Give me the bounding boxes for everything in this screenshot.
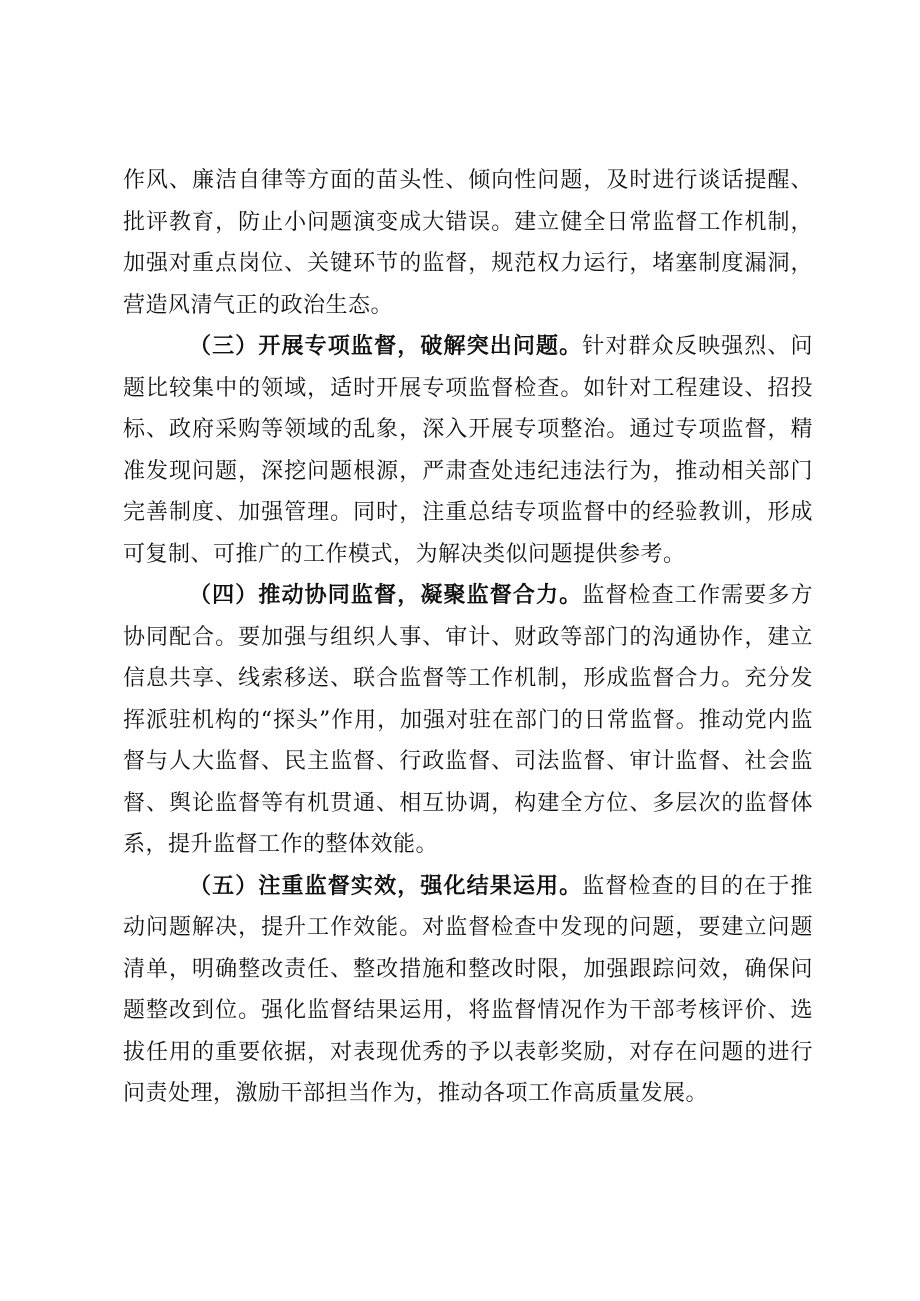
- section-heading: （五）注重监督实效，强化结果运用。: [189, 873, 583, 899]
- paragraph-special-supervision: [123, 326, 813, 575]
- paragraph-supervision-results: [123, 866, 813, 1115]
- section-heading: （三）开展专项监督，破解突出问题。: [189, 334, 583, 359]
- paragraph-collaborative-supervision: [123, 575, 813, 866]
- section-heading: （四）推动协同监督，凝聚监督合力。: [189, 583, 583, 608]
- paragraph-text: 监督检查工作需要多方协同配合。要加强与组织人事、审计、财政等部门的沟通协作，建立信息共享、线索移送、联合监督等工作机制，形成监督合力。充分发挥派驻机构的“探头”作用，加强对驻在部门的日常监督。推动党内监督与人大监督、民主监督、行政监督、司法监督、审计监督、社会监督、舆论监督等有机贯通、相互协调，构建全方位、多层次的监督体系，提升监督工作的整体效能。: [123, 583, 813, 857]
- paragraph-text: 监督检查的目的在于推动问题解决，提升工作效能。对监督检查中发现的问题，要建立问题清单，明确整改责任、整改措施和整改时限，加强跟踪问效，确保问题整改到位。强化监督结果运用，将监督情况作为干部考核评价、选拔任用的重要依据，对表现优秀的予以表彰奖励，对存在问题的进行问责处理，激励干部担当作为，推动各项工作高质量发展。: [123, 873, 813, 1106]
- paragraph-text: 针对群众反映强烈、问题比较集中的领域，适时开展专项监督检查。如针对工程建设、招投标、政府采购等领域的乱象，深入开展专项整治。通过专项监督，精准发现问题，深挖问题根源，严肃查处违纪违法行为，推动相关部门完善制度、加强管理。同时，注重总结专项监督中的经验教训，形成可复制、可推广的工作模式，为解决类似问题提供参考。: [123, 334, 813, 567]
- paragraph-text: 作风、廉洁自律等方面的苗头性、倾向性问题，及时进行谈话提醒、批评教育，防止小问题演变成大错误。建立健全日常监督工作机制，加强对重点岗位、关键环节的监督，规范权力运行，堵塞制度漏洞，营造风清气正的政治生态。: [123, 168, 813, 318]
- document-body: [123, 160, 813, 1115]
- paragraph-continued: [123, 160, 813, 326]
